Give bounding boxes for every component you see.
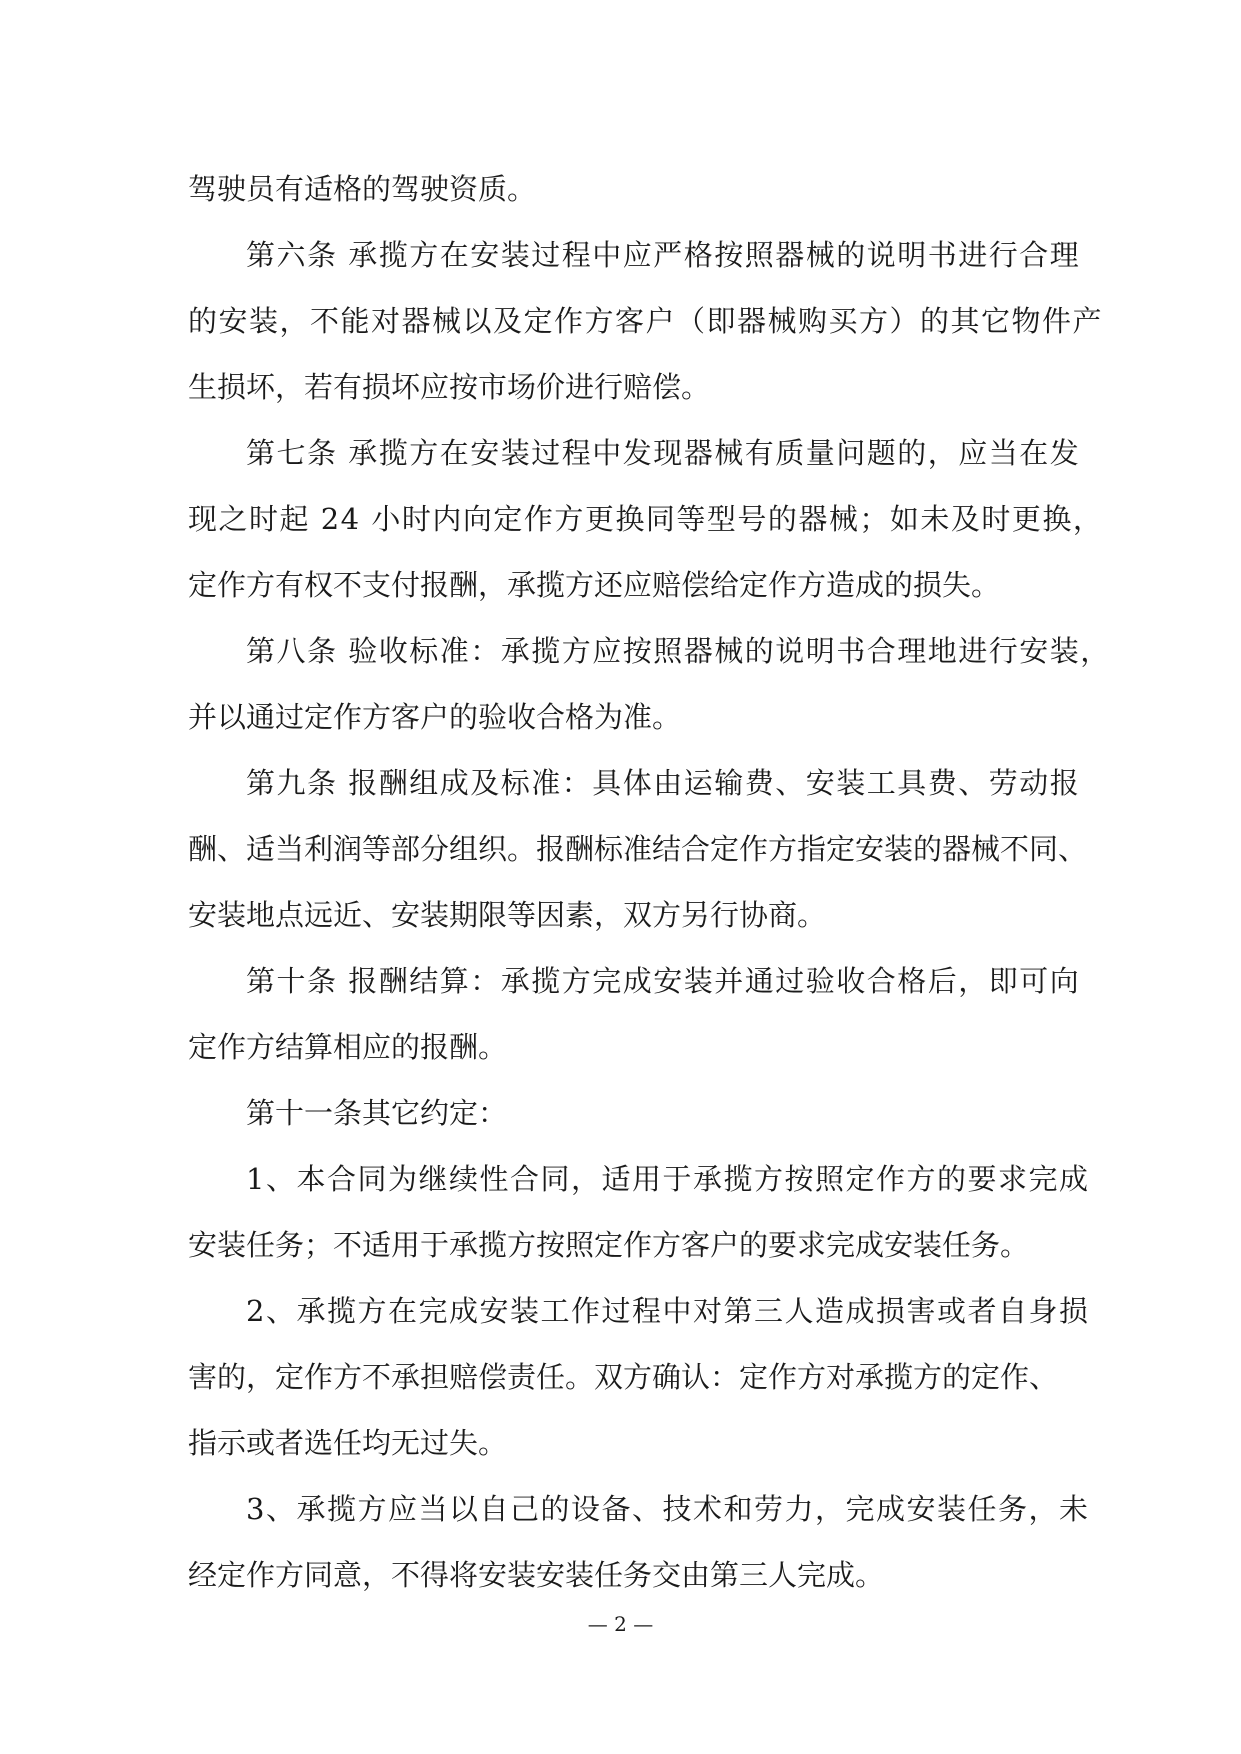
clause-3-line-2: 经定作方同意，不得将安装安装任务交由第三人完成。 <box>188 1558 885 1592</box>
article-6-line-3: 生损坏，若有损坏应按市场价进行赔偿。 <box>188 370 711 404</box>
clause-1-line-1: 1、本合同为继续性合同，适用于承揽方按照定作方的要求完成 <box>246 1162 1090 1196</box>
article-9-line-1: 第九条 报酬组成及标准：具体由运输费、安装工具费、劳动报 <box>246 766 1081 800</box>
clause-2-line-2: 害的，定作方不承担赔偿责任。双方确认：定作方对承揽方的定作、 <box>188 1360 1059 1394</box>
article-7-line-3: 定作方有权不支付报酬，承揽方还应赔偿给定作方造成的损失。 <box>188 568 1001 602</box>
article-8-line-1: 第八条 验收标准：承揽方应按照器械的说明书合理地进行安装， <box>246 634 1111 668</box>
article-7-line-1: 第七条 承揽方在安装过程中发现器械有质量问题的，应当在发 <box>246 436 1081 470</box>
article-11-heading: 第十一条其它约定： <box>246 1096 508 1130</box>
article-6-line-2: 的安装，不能对器械以及定作方客户（即器械购买方）的其它物件产 <box>188 304 1104 338</box>
article-8-line-2: 并以通过定作方客户的验收合格为准。 <box>188 700 682 734</box>
clause-2-line-3: 指示或者选任均无过失。 <box>188 1426 508 1460</box>
document-body <box>188 156 1111 1608</box>
article-10-line-1: 第十条 报酬结算：承揽方完成安装并通过验收合格后，即可向 <box>246 964 1081 998</box>
article-9-line-3: 安装地点远近、安装期限等因素，双方另行协商。 <box>188 898 827 932</box>
article-6-line-1: 第六条 承揽方在安装过程中应严格按照器械的说明书进行合理 <box>246 238 1081 272</box>
article-10-line-2: 定作方结算相应的报酬。 <box>188 1030 508 1064</box>
text-line-1: 驾驶员有适格的驾驶资质。 <box>188 172 537 206</box>
clause-3-line-1: 3、承揽方应当以自己的设备、技术和劳力，完成安装任务，未 <box>246 1492 1090 1526</box>
clause-2-line-1: 2、承揽方在完成安装工作过程中对第三人造成损害或者自身损 <box>246 1294 1090 1328</box>
clause-1-line-2: 安装任务；不适用于承揽方按照定作方客户的要求完成安装任务。 <box>188 1228 1030 1262</box>
article-7-line-2: 现之时起 24 小时内向定作方更换同等型号的器械；如未及时更换， <box>188 502 1104 536</box>
page-number: — 2 — <box>587 1612 654 1636</box>
article-9-line-2: 酬、适当利润等部分组织。报酬标准结合定作方指定安装的器械不同、 <box>188 832 1088 866</box>
